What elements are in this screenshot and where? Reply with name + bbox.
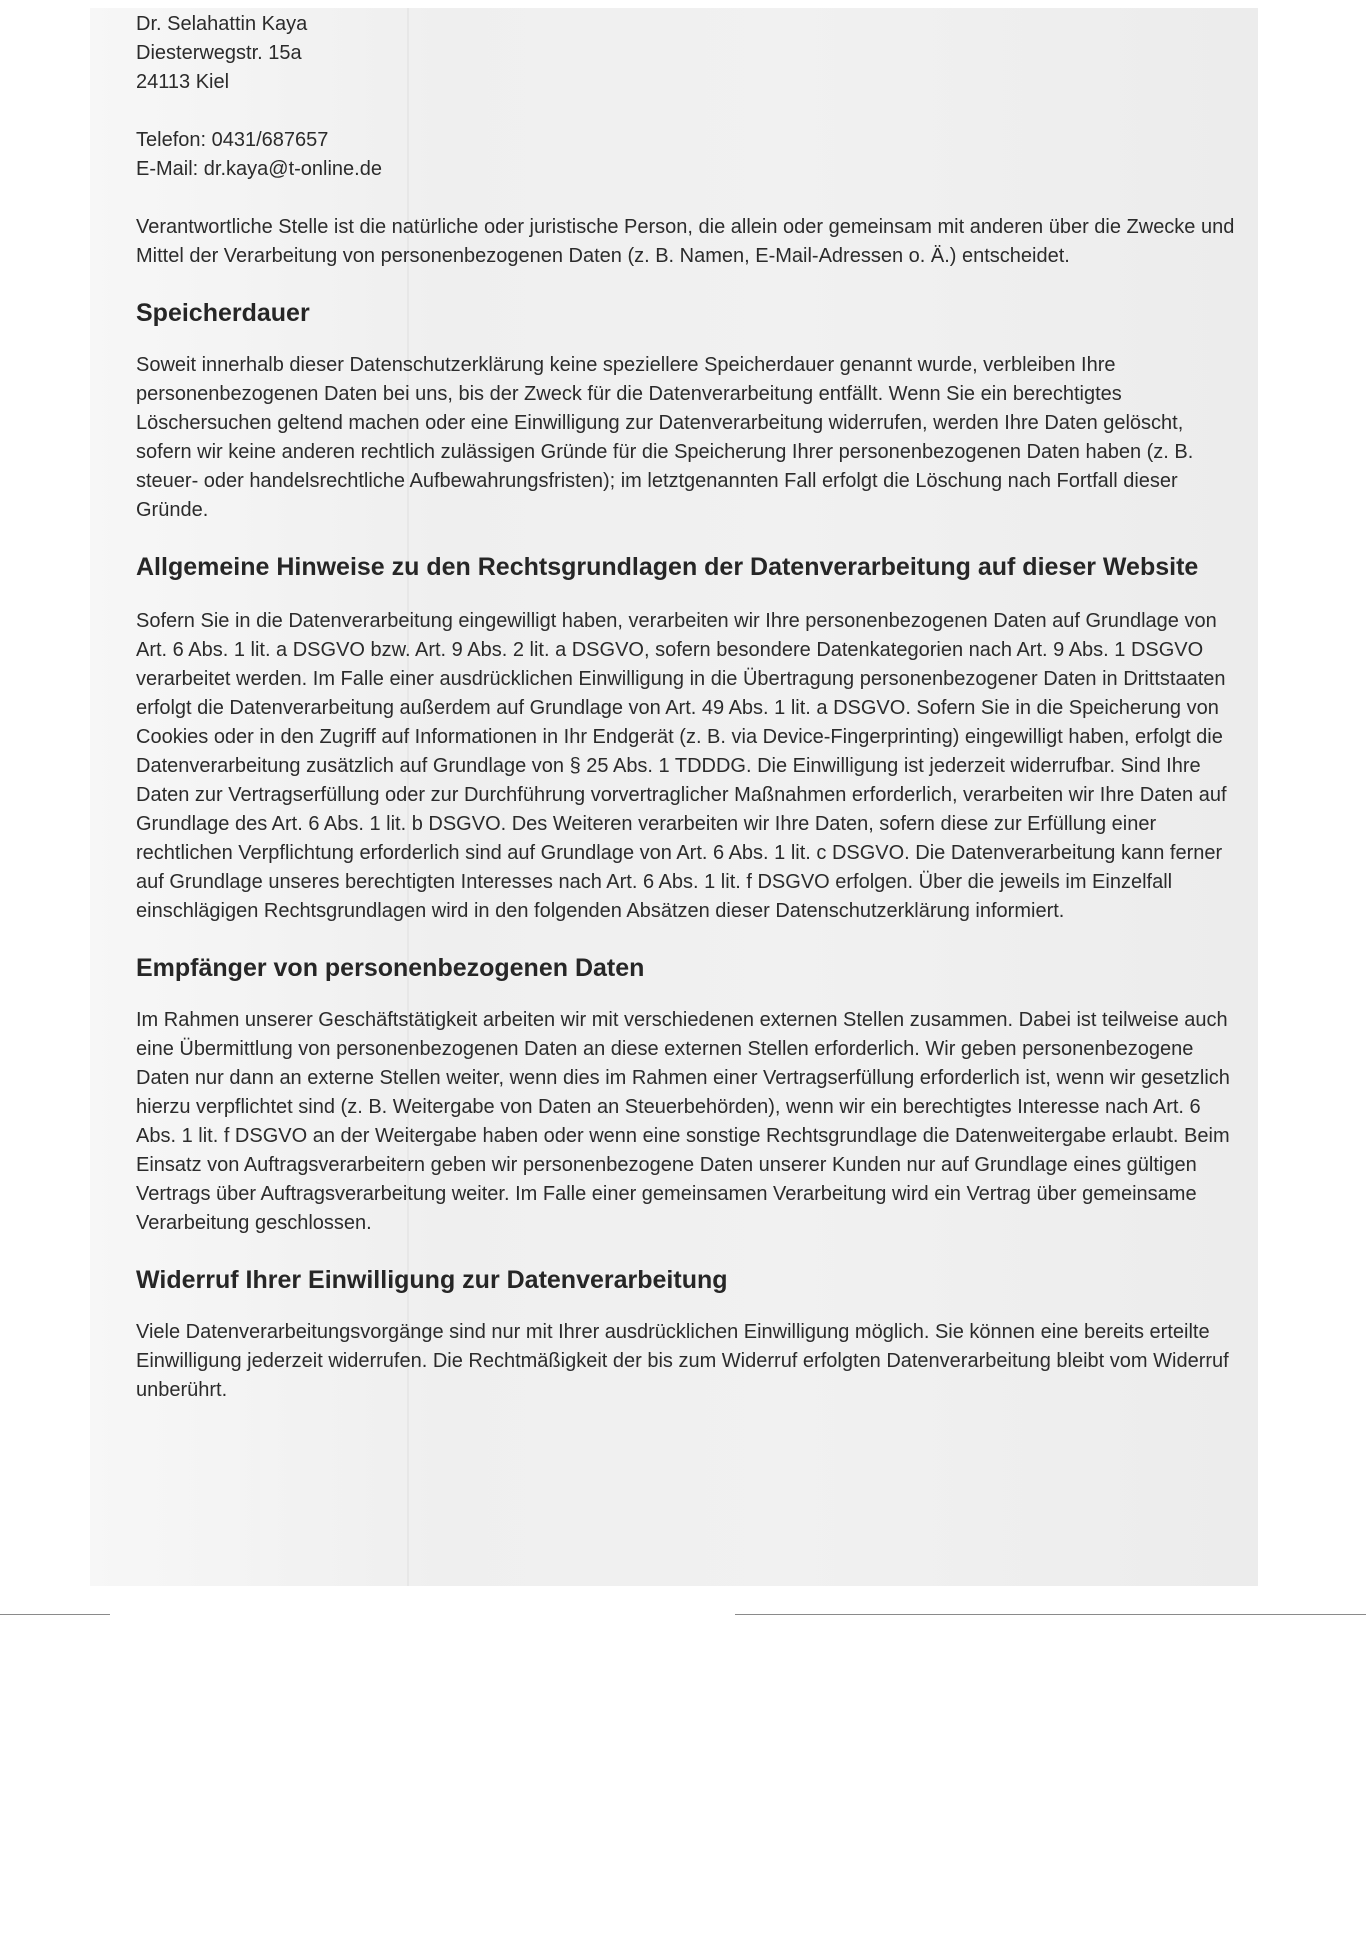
section-body-storage: Soweit innerhalb dieser Datenschutzerklärung keine speziellere Speicherdauer genannt wurde, verbleiben Ihre personenbezogenen Daten bei uns, bis der Zweck für die Datenverarbeitung entfällt. Wenn Sie ein berechtigtes Löschersuchen geltend machen oder eine Einwilligung zur Datenverarbeitung widerrufen, werden Ihre Daten gelöscht, sofern wir keine anderen rechtlich zulässigen Gründe für die Speicherung Ihrer personenbezogenen Daten haben (z. B. steuer- oder handelsrechtliche Aufbewahrungsfristen); im letztgenannten Fall erfolgt die Löschung nach Fortfall dieser Gründe. — [136, 354, 1194, 521]
section-heading-recipients: Empfänger von personenbezogenen Daten — [136, 954, 645, 982]
section-heading-storage: Speicherdauer — [136, 299, 310, 327]
intro-paragraph: Verantwortliche Stelle ist die natürliche oder juristische Person, die allein oder gemeinsam mit anderen über die Zwecke und Mittel der Verarbeitung von personenbezogenen Daten (z. B. Namen, E-Mail-Adressen o. Ä.) entscheidet. — [136, 216, 1235, 267]
section-heading-revocation: Widerruf Ihrer Einwilligung zur Datenverarbeitung — [136, 1266, 728, 1294]
section-body-recipients: Im Rahmen unserer Geschäftstätigkeit arbeiten wir mit verschiedenen externen Stellen zusammen. Dabei ist teilweise auch eine Übermittlung von personenbezogenen Daten an diese externen Stellen erforderlich. Wir geben personenbezogene Daten nur dann an externe Stellen weiter, wenn dies im Rahmen einer Vertragserfüllung erforderlich ist, wenn wir gesetzlich hierzu verpflichtet sind (z. B. Weitergabe von Daten an Steuerbehörden), wenn wir ein berechtigtes Interesse nach Art. 6 Abs. 1 lit. f DSGVO an der Weitergabe haben oder wenn eine sonstige Rechtsgrundlage die Datenweitergabe erlaubt. Beim Einsatz von Auftragsverarbeitern geben wir personenbezogene Daten unserer Kunden nur auf Grundlage eines gültigen Vertrags über Auftragsverarbeitung weiter. Im Falle einer gemeinsamen Verarbeitung wird ein Vertrag über gemeinsame Verarbeitung geschlossen. — [136, 1009, 1230, 1234]
section-heading-legal-basis: Allgemeine Hinweise zu den Rechtsgrundlagen der Datenverarbeitung auf dieser Website — [136, 553, 1199, 581]
address-email: E-Mail: dr.kaya@t-online.de — [136, 158, 382, 180]
address-city: 24113 Kiel — [136, 71, 230, 93]
document-content — [136, 10, 1236, 1405]
footer-rule-left — [0, 1614, 110, 1615]
section-body-legal-basis: Sofern Sie in die Datenverarbeitung eingewilligt haben, verarbeiten wir Ihre personenbezogenen Daten auf Grundlage von Art. 6 Abs. 1 lit. a DSGVO bzw. Art. 9 Abs. 2 lit. a DSGVO, sofern besondere Datenkategorien nach Art. 9 Abs. 1 DSGVO verarbeitet werden. Im Falle einer ausdrücklichen Einwilligung in die Übertragung personenbezogener Daten in Drittstaaten erfolgt die Datenverarbeitung außerdem auf Grundlage von Art. 49 Abs. 1 lit. a DSGVO. Sofern Sie in die Speicherung von Cookies oder in den Zugriff auf Informationen in Ihr Endgerät (z. B. via Device-Fingerprinting) eingewilligt haben, erfolgt die Datenverarbeitung zusätzlich auf Grundlage von § 25 Abs. 1 TDDDG. Die Einwilligung ist jederzeit widerrufbar. Sind Ihre Daten zur Vertragserfüllung oder zur Durchführung vorvertraglicher Maßnahmen erforderlich, verarbeiten wir Ihre Daten auf Grundlage des Art. 6 Abs. 1 lit. b DSGVO. Des Weiteren verarbeiten wir Ihre Daten, sofern diese zur Erfüllung einer rechtlichen Verpflichtung erforderlich sind auf Grundlage von Art. 6 Abs. 1 lit. c DSGVO. Die Datenverarbeitung kann ferner auf Grundlage unseres berechtigten Interesses nach Art. 6 Abs. 1 lit. f DSGVO erfolgen. Über die jeweils im Einzelfall einschlägigen Rechtsgrundlagen wird in den folgenden Absätzen dieser Datenschutzerklärung informiert. — [136, 610, 1227, 922]
address-name: Dr. Selahattin Kaya — [136, 13, 308, 35]
address-phone: Telefon: 0431/687657 — [136, 129, 329, 151]
address-block — [136, 10, 1236, 184]
section-body-revocation: Viele Datenverarbeitungsvorgänge sind nur mit Ihrer ausdrücklichen Einwilligung möglich. Sie können eine bereits erteilte Einwilligung jederzeit widerrufen. Die Rechtmäßigkeit der bis zum Widerruf erfolgten Datenverarbeitung bleibt vom Widerruf unberührt. — [136, 1321, 1229, 1401]
address-street: Diesterwegstr. 15a — [136, 42, 302, 64]
footer-rule-right — [735, 1614, 1366, 1615]
